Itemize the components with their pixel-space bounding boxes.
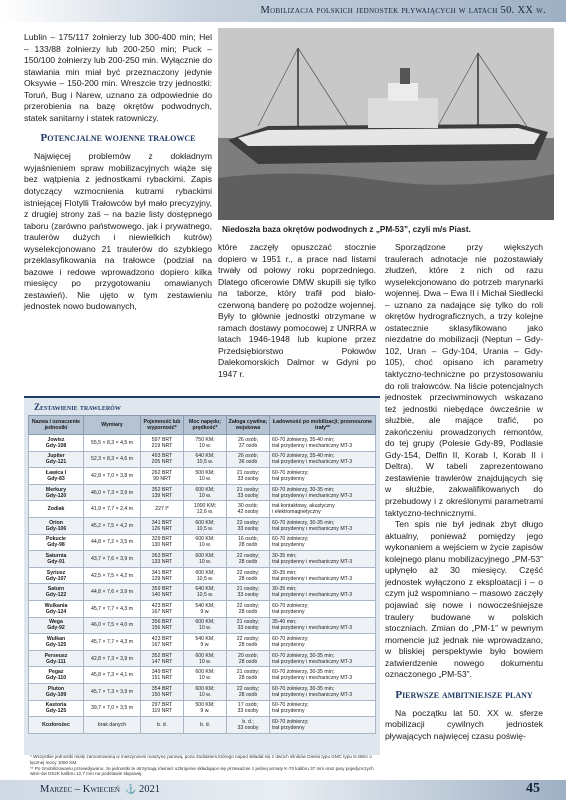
table-cell: 44,8 × 7,6 × 3,9 m [84,584,141,601]
table-cell: 45,7 × 7,7 × 4,3 m [84,600,141,617]
table-cell: 26 osób; 37 osób [227,435,270,452]
table-cell: 540 KM; 9 w. [184,634,227,651]
table-cell: 356 BRT 156 NRT [141,617,184,634]
table-cell: 600 KM; 10 w. [184,667,227,684]
table-cell: Kastoria Gdy-125 [29,700,84,717]
table-cell: b. d.; 33 osoby [227,717,270,734]
table-cell: Wulkania Gdy-124 [29,600,84,617]
table-cell: 45,7 × 7,7 × 4,3 m [84,634,141,651]
table-cell: 60-70 żołnierzy, 35-40 min; trał przydenny i mechaniczny MT-3 [270,451,376,468]
table-row [29,567,376,584]
table-cell: 60-70 żołnierzy, 30-35 min; trał przydenny i mechaniczny MT-3 [270,517,376,534]
table-row [29,484,376,501]
table-cell: Pokucie Gdy-98 [29,534,84,551]
table-cell: 60-70 żołnierzy; trał przydenny [270,468,376,485]
ship-photo [218,28,554,220]
table-cell: 43,7 × 7,6 × 3,9 m [84,551,141,568]
table-cell: 600 KM; 10 w. [184,650,227,667]
table-cell: 600 KM; 10,5 w. [184,517,227,534]
table-cell: 42,8 × 7,3 × 3,9 m [84,650,141,667]
table-header: Załoga cywilna; wojskowa [227,416,270,435]
table-cell: 227 t* [141,501,184,518]
paragraph: Na początku lat 50. XX w. sferze mobilizacji cywilnych jednostek pływających najwięcej czasu poświę- [385,707,543,741]
table-header: Ładowność po mobilizacji; przenoszone trały** [270,416,376,435]
table-cell: Zodiak [29,501,84,518]
table-cell: Orion Gdy-106 [29,517,84,534]
table-title: Zestawienie trawlerów [34,402,121,412]
table-cell: 600 KM; 10 w. [184,617,227,634]
table-cell: 60-70 żołnierzy; trał przydenny [270,634,376,651]
table-cell: 21 osoby; 33 osoby [227,484,270,501]
table-cell: 45,2 × 7,5 × 4,2 m [84,517,141,534]
table-cell: 21 osoby; 33 osoby [227,617,270,634]
table-cell: 30-35 min; trał przydenny i mechaniczny MT-3 [270,567,376,584]
table-cell: Saturn Gdy-122 [29,584,84,601]
table-cell: Jupiter Gdy-121 [29,451,84,468]
table-cell: Ławica I Gdy-83 [29,468,84,485]
table-cell: 60-70 żołnierzy, 30-35 min; trał przydenny i mechaniczny MT-3 [270,667,376,684]
table-cell: 45,8 × 7,3 × 4,1 m [84,667,141,684]
table-cell: 500 KM; 9 w. [184,700,227,717]
paragraph: Najwięcej problemów z dokładnym wyjaśnieniem spraw mobilizacyjnych wiąże się bez wątpienia z jednostkami rybackimi. Zapis dotyczący wzmocnienia kutrami rybackimi istniejącej Flotylli Trałowców był mało precyzyjny, z drugiej strony zaś – na bazie listy dostępnego taboru (zarówno państwowego, jak i prywatnego, traulerów dużych i niewielkich kutrów) wyselekcjonowano 21 traulerów do szybkiego przeklasyfikowania na trałowce (podział na bazowe i redowe wprowadzono dopiero kilka miesięcy po przygotowaniu omawianych zestawień). Nie ujęto w tym zestawieniu jednostek nowo budowanych, [24,151,212,312]
table-cell: 39,7 × 7,0 × 3,5 m [84,700,141,717]
table-header: Nazwa i oznaczenie jednostki [29,416,84,435]
table-cell: 600 KM; 10 w. [184,484,227,501]
issue-months: Marzec – Kwiecień [40,784,120,795]
ship-illustration [218,28,554,220]
table-cell: 597 BRT 219 NRT [141,435,184,452]
table-cell: 60-70 żołnierzy; trał przydenny [270,717,376,734]
table-cell: 21 osoby; 33 osoby [227,584,270,601]
section-heading: Potencjalne wojenne trałowce [40,132,196,145]
table-cell: 44,8 × 7,2 × 3,5 m [84,534,141,551]
table-row [29,650,376,667]
table-row [29,667,376,684]
table-cell: 750 KM; 10 w. [184,435,227,452]
table-cell: 60-70 żołnierzy; trał przydenny [270,534,376,551]
table-cell: 20 osób; 28 osób [227,650,270,667]
table-notes [30,754,375,777]
table-cell: 1000 KM; 12,6 w. [184,501,227,518]
table-cell: 363 BRT 133 NRT [141,551,184,568]
table-header: Wymiary [84,416,141,435]
table-cell: 359 BRT 140 NRT [141,584,184,601]
column-1 [24,32,212,313]
table-cell: 600 KM; 10 w. [184,683,227,700]
table-cell: 262 BRT 99 NRT [141,468,184,485]
table-row [29,534,376,551]
table-cell: Merkury Gdy-120 [29,484,84,501]
table-cell: 349 BRT 151 NRT [141,667,184,684]
trawler-table-box [24,396,380,755]
table-cell: 22 osoby; 28 osób [227,634,270,651]
table-row [29,634,376,651]
column-2 [218,242,376,381]
table-cell: 30-35 min; trał przydenny i mechaniczny MT-3 [270,584,376,601]
table-row [29,717,376,734]
table-cell: 60-70 żołnierzy; trał przydenny [270,600,376,617]
issue-year: 2021 [139,784,161,795]
table-cell: 46,0 × 7,3 × 3,9 m [84,484,141,501]
column-3 [385,242,543,742]
table-cell: 22 osoby; 28 osób [227,551,270,568]
table-cell: 540 KM; 9 w. [184,600,227,617]
table-cell: 354 BRT 150 NRT [141,683,184,700]
table-cell: 55,5 × 8,3 × 4,5 m [84,435,141,452]
table-cell: 500 KM; 10 w. [184,468,227,485]
paragraph: Ten spis nie był jednak zbyt długo aktualny, ponieważ pomiędzy jego wykonaniem a wejściem w życie zapisów kolejnego planu mobilizacyjnego „PM-53” upłynęło aż 30 miesięcy. Część jednostek wyłączono z eksploatacji i – o czym już wspomniano – masowo zaczęły pojawiać się nowe i nowocześniejsze traulery budowane w polskich stoczniach. Zmian do „PM-1” w pewnym momencie już jednak nie wprowadzano, w bliskiej perspektywie było bowiem zatwierdzenie nowego dokumentu oznaczonego „PM-53”. [385,519,543,680]
running-header [0,0,566,22]
table-cell: 21 osoby; 33 osoby [227,468,270,485]
table-cell: 60-70 żołnierzy, 30-35 min; trał przydenny i mechaniczny MT-3 [270,683,376,700]
table-cell: 30 osób; 42 osoby [227,501,270,518]
table-cell: 60-70 żołnierzy, 35-40 min; trał przydenny i mechaniczny MT-3 [270,435,376,452]
table-header-row [29,416,376,435]
table-cell: 341 BRT 129 NRT [141,567,184,584]
table-cell: 600 KM; 10 w. [184,534,227,551]
table-cell: 60-70 żołnierzy; trał przydenny [270,700,376,717]
table-row [29,600,376,617]
section-heading: Pierwsze ambitniejsze plany [395,688,533,701]
table-cell: 26 osób; 36 osób [227,451,270,468]
table-cell: 42,5 × 7,5 × 4,2 m [84,567,141,584]
table-cell: 41,9 × 7,7 × 2,4 m [84,501,141,518]
table-cell: 46,0 × 7,5 × 4,0 m [84,617,141,634]
table-cell: 341 BRT 126 NRT [141,517,184,534]
table-note: ** Po zmobilizowaniu przewidywano, że jednostki te otrzymają również uzbrojenie składające się przeważnie z jednej armaty K-70 kalibru 37 mm oraz pary pojedynczych wkm-ów DSzK kalibru 12,7 mm na podstawie słupowej. [30,765,374,777]
table-cell: Kozłorożec [29,717,84,734]
table-row [29,551,376,568]
table-cell: Pegaz Gdy-110 [29,667,84,684]
table-row [29,435,376,452]
table-row [29,468,376,485]
table-cell: Pluton Gdy-109 [29,683,84,700]
table-cell: 600 KM; 10 w. [184,551,227,568]
table-cell: 45,7 × 7,3 × 3,9 m [84,683,141,700]
table-row [29,683,376,700]
table-cell: 423 BRT 167 NRT [141,634,184,651]
table-cell: 52,3 × 8,3 × 4,6 m [84,451,141,468]
paragraph: Lublin – 175/117 żołnierzy lub 300-400 min; Hel – 133/88 żołnierzy lub 200-250 min; Puck – 150/100 żołnierzy lub 200-250 min. Wyłącznie do stawiania min miał być przeznaczony jedynie Oksywie – 150-200 min. Wreszcie trzy jednostki: Toruń, Bug i Narew, uznano za odpowiednie do przerobienia na bazę okrętów podwodnych, statek sanitarny i statek ratowniczy. [24,32,212,123]
table-cell: Wulkan Gdy-125 [29,634,84,651]
table-cell: 22 osoby; 33 osoby [227,517,270,534]
table-cell: 60-70 żołnierzy, 30-35 min; trał przydenny i mechaniczny MT-3 [270,484,376,501]
table-cell: brak danych [84,717,141,734]
table-cell: 352 BRT 147 NRT [141,650,184,667]
table-cell: 17 osób; 33 osoby [227,700,270,717]
page-footer [0,780,566,800]
table-cell: 22 osoby; 28 osób [227,683,270,700]
table-cell: 30-35 min; trał przydenny i mechaniczny MT-3 [270,551,376,568]
table-header: Pojemność lub wyporność* [141,416,184,435]
table-cell: Syriusz Gdy-107 [29,567,84,584]
trawler-table [28,415,376,734]
table-cell: Wega Gdy-92 [29,617,84,634]
anchor-icon: ⚓ [125,784,137,794]
table-row [29,451,376,468]
table-cell: 640 KM; 10,5 w. [184,584,227,601]
table-row [29,517,376,534]
table-cell: 35-40 min; trał przydenny i mechaniczny MT-3 [270,617,376,634]
table-cell: 493 BRT 205 NRT [141,451,184,468]
table-cell: Jowisz Gdy-108 [29,435,84,452]
table-cell: 600 KM; 10,5 w. [184,567,227,584]
table-cell: Saturnia Gdy-91 [29,551,84,568]
table-cell: 60-70 żołnierzy, 30-35 min; trał przydenny i mechaniczny MT-3 [270,650,376,667]
paragraph: Sporządzone przy większych traulerach adnotacje nie pozostawiały złudzeń, które z nich od razu wyselekcjonowano do potrzeb marynarki wojennej. Dwa – Ewa II i Michał Siedlecki – uznano za nadające się tylko do roli okrętów hydrograficznych, a trzy kolejne ostatecznie sklasyfikowano jako niezdatne do mobilizacji (Neptun – Gdy-102, Uran – Gdy-104, Urania – Gdy-105), choć opisano ich parametry taktyczno-techniczne po przystosowaniu do roli trałowców. Na liście potencjalnych jednostek przeciwminowych wskazano też jednostki niebędące ówcześnie w służbie, ale mające trafić, po zakończeniu prowadzonych remontów, do tej grupy (Polesie Gdy-89, Podlasie Gdy-154, Delfin II, Korab I, Korab II i Deltra). W tabeli zaprezentowano zestawienie trawlerów znajdujących się w służbie, zakwalifikowanych do przebudowy i z określonymi parametrami taktyczno-technicznymi. [385,242,543,518]
table-cell: 329 BRT 130 NRT [141,534,184,551]
table-row [29,584,376,601]
table-row [29,700,376,717]
table-note: * Wszystkie jednostki miały zamontowaną w maszynowni maszynę parową, poza Zodiakiem,którego napęd składał się z dwóch silników Diesla typu GMC typu 8-268A o łącznej mocy 1000 KM. [30,754,372,765]
issue-label [40,784,160,795]
photo-caption: Niedoszła baza okrętów podwodnych z „PM-53”, czyli m/s Piast. [222,225,471,234]
table-cell: 297 BRT 119 NRT [141,700,184,717]
table-cell: 16 osób; 28 osób [227,534,270,551]
table-cell: 352 BRT 139 NRT [141,484,184,501]
page-number: 45 [526,781,540,796]
table-cell: 423 BRT 167 NRT [141,600,184,617]
table-cell: 22 osoby; 28 osób [227,567,270,584]
table-cell: b. d. [184,717,227,734]
table-cell: 42,8 × 7,0 × 3,8 m [84,468,141,485]
running-title: Mobilizacja polskich jednostek pływających w latach 50. XX w. [260,5,546,16]
table-cell: 21 osoby; 28 osób [227,667,270,684]
table-cell: 640 KM; 10,5 w. [184,451,227,468]
table-row [29,501,376,518]
table-cell: 22 osoby; 28 osób [227,600,270,617]
table-row [29,617,376,634]
table-cell: trał kontaktowy, akustyczny i elektromagnetyczny [270,501,376,518]
table-cell: b. d. [141,717,184,734]
table-cell: Perseusz Gdy-111 [29,650,84,667]
table-header: Moc napędu; prędkość* [184,416,227,435]
paragraph: które zaczęły opuszczać stocznie dopiero w 1951 r., a prace nad listami trwały od połowy roku poprzedniego. Dlatego oficerowie DMW skupili się tylko na taborze, który trafił pod biało-czerwoną banderę po pożodze wojennej. Były to głównie jednostki otrzymane w ramach dostawy pomocowej z UNRRA w latach 1946-1948 lub kupione przez Przedsiębiorstwo Połowów Dalekomorskich Dalmor w Gdyni po 1947 r. [218,242,376,380]
